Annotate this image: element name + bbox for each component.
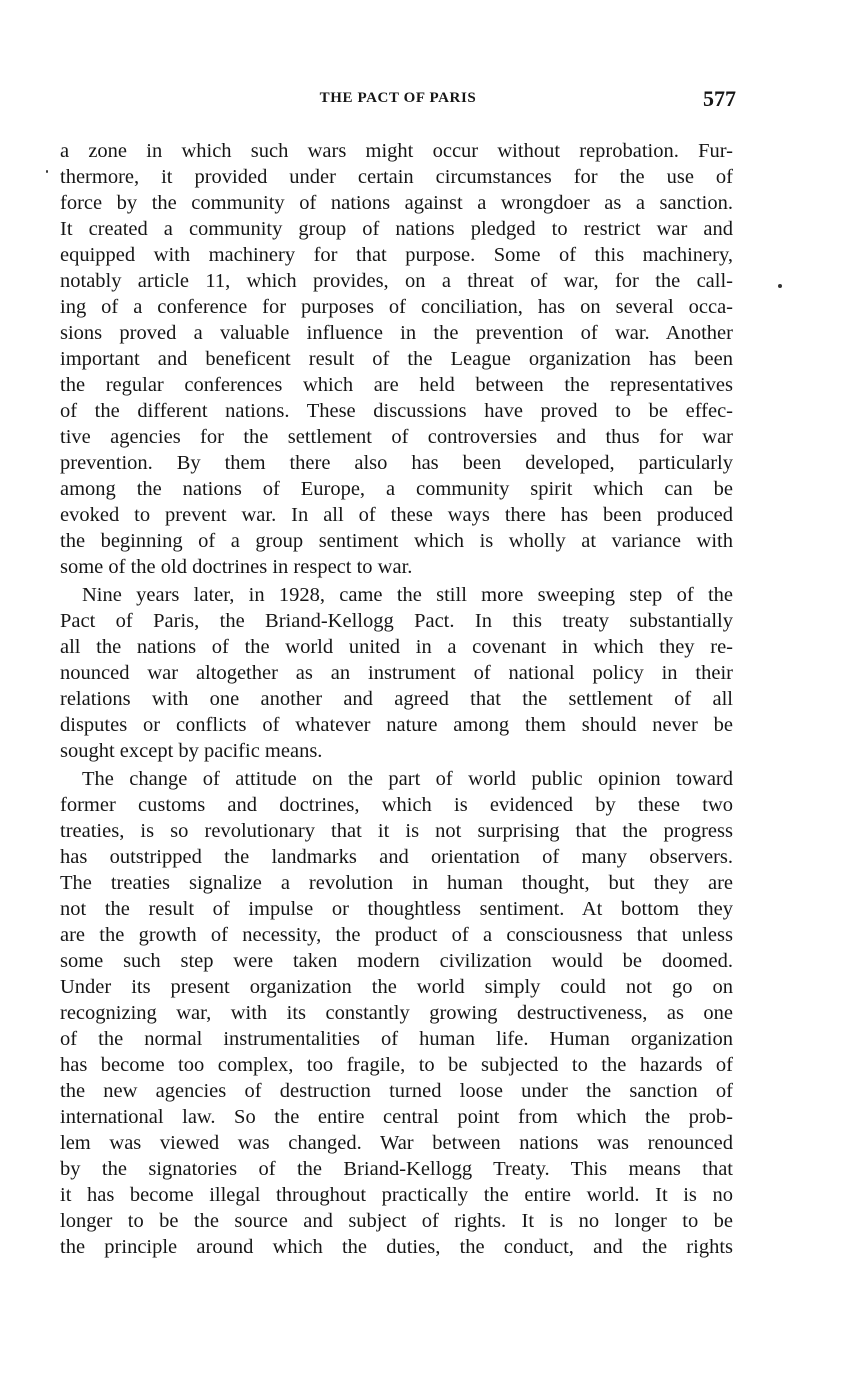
- text-line: the new agencies of destruction turned loose under the sanction of: [60, 1080, 733, 1102]
- text-line: former customs and doctrines, which is evidenced by these two: [60, 794, 733, 816]
- text-line: The change of attitude on the part of world public opinion toward: [82, 768, 733, 790]
- text-line: treaties, is so revolutionary that it is not surprising that the progress: [60, 820, 733, 842]
- print-speck: [778, 284, 782, 288]
- text-line: are the growth of necessity, the product of a consciousness that unless: [60, 924, 733, 946]
- text-line: international law. So the entire central point from which the prob-: [60, 1106, 733, 1128]
- text-line: longer to be the source and subject of rights. It is no longer to be: [60, 1210, 733, 1232]
- text-line: tive agencies for the settlement of controversies and thus for war: [60, 426, 733, 448]
- text-line: evoked to prevent war. In all of these ways there has been produced: [60, 504, 733, 526]
- text-line: It created a community group of nations pledged to restrict war and: [60, 218, 733, 240]
- text-line: ing of a conference for purposes of conciliation, has on several occa-: [60, 296, 733, 318]
- text-line: relations with one another and agreed that the settlement of all: [60, 688, 733, 710]
- text-line: not the result of impulse or thoughtless sentiment. At bottom they: [60, 898, 733, 920]
- text-line: among the nations of Europe, a community spirit which can be: [60, 478, 733, 500]
- text-line: sought except by pacific means.: [60, 740, 323, 762]
- running-title: THE PACT OF PARIS: [319, 90, 477, 106]
- text-line: has become too complex, too fragile, to be subjected to the hazards of: [60, 1054, 733, 1076]
- text-line: recognizing war, with its constantly growing destructiveness, as one: [60, 1002, 733, 1024]
- text-line: the principle around which the duties, the conduct, and the rights: [60, 1236, 733, 1258]
- text-line: force by the community of nations against a wrongdoer as a sanction.: [60, 192, 733, 214]
- text-line: lem was viewed was changed. War between nations was renounced: [60, 1132, 733, 1154]
- text-line: Pact of Paris, the Briand-Kellogg Pact. In this treaty substantially: [60, 610, 733, 632]
- text-line: Nine years later, in 1928, came the still more sweeping step of the: [82, 584, 733, 606]
- text-line: of the normal instrumentalities of human life. Human organization: [60, 1028, 733, 1050]
- text-line: important and beneficent result of the League organization has been: [60, 348, 733, 370]
- text-line: it has become illegal throughout practically the entire world. It is no: [60, 1184, 733, 1206]
- text-line: thermore, it provided under certain circumstances for the use of: [60, 166, 733, 188]
- text-line: has outstripped the landmarks and orientation of many observers.: [60, 846, 733, 868]
- text-line: of the different nations. These discussions have proved to be effec-: [60, 400, 733, 422]
- text-line: prevention. By them there also has been developed, particularly: [60, 452, 733, 474]
- text-line: Under its present organization the world simply could not go on: [60, 976, 733, 998]
- text-line: some of the old doctrines in respect to war.: [60, 556, 413, 578]
- text-line: the beginning of a group sentiment which is wholly at variance with: [60, 530, 733, 552]
- text-line: some such step were taken modern civilization would be doomed.: [60, 950, 733, 972]
- text-line: notably article 11, which provides, on a threat of war, for the call-: [60, 270, 733, 292]
- text-line: The treaties signalize a revolution in human thought, but they are: [60, 872, 733, 894]
- text-line: sions proved a valuable influence in the prevention of war. Another: [60, 322, 733, 344]
- text-line: disputes or conflicts of whatever nature among them should never be: [60, 714, 733, 736]
- text-line: equipped with machinery for that purpose. Some of this machinery,: [60, 244, 733, 266]
- print-speck: [46, 170, 48, 173]
- running-head: [60, 86, 736, 114]
- text-line: by the signatories of the Briand-Kellogg Treaty. This means that: [60, 1158, 733, 1180]
- text-line: nounced war altogether as an instrument of national policy in their: [60, 662, 733, 684]
- text-line: all the nations of the world united in a covenant in which they re-: [60, 636, 733, 658]
- text-line: the regular conferences which are held between the representatives: [60, 374, 733, 396]
- text-line: a zone in which such wars might occur without reprobation. Fur-: [60, 140, 733, 162]
- page-number: 577: [703, 86, 736, 111]
